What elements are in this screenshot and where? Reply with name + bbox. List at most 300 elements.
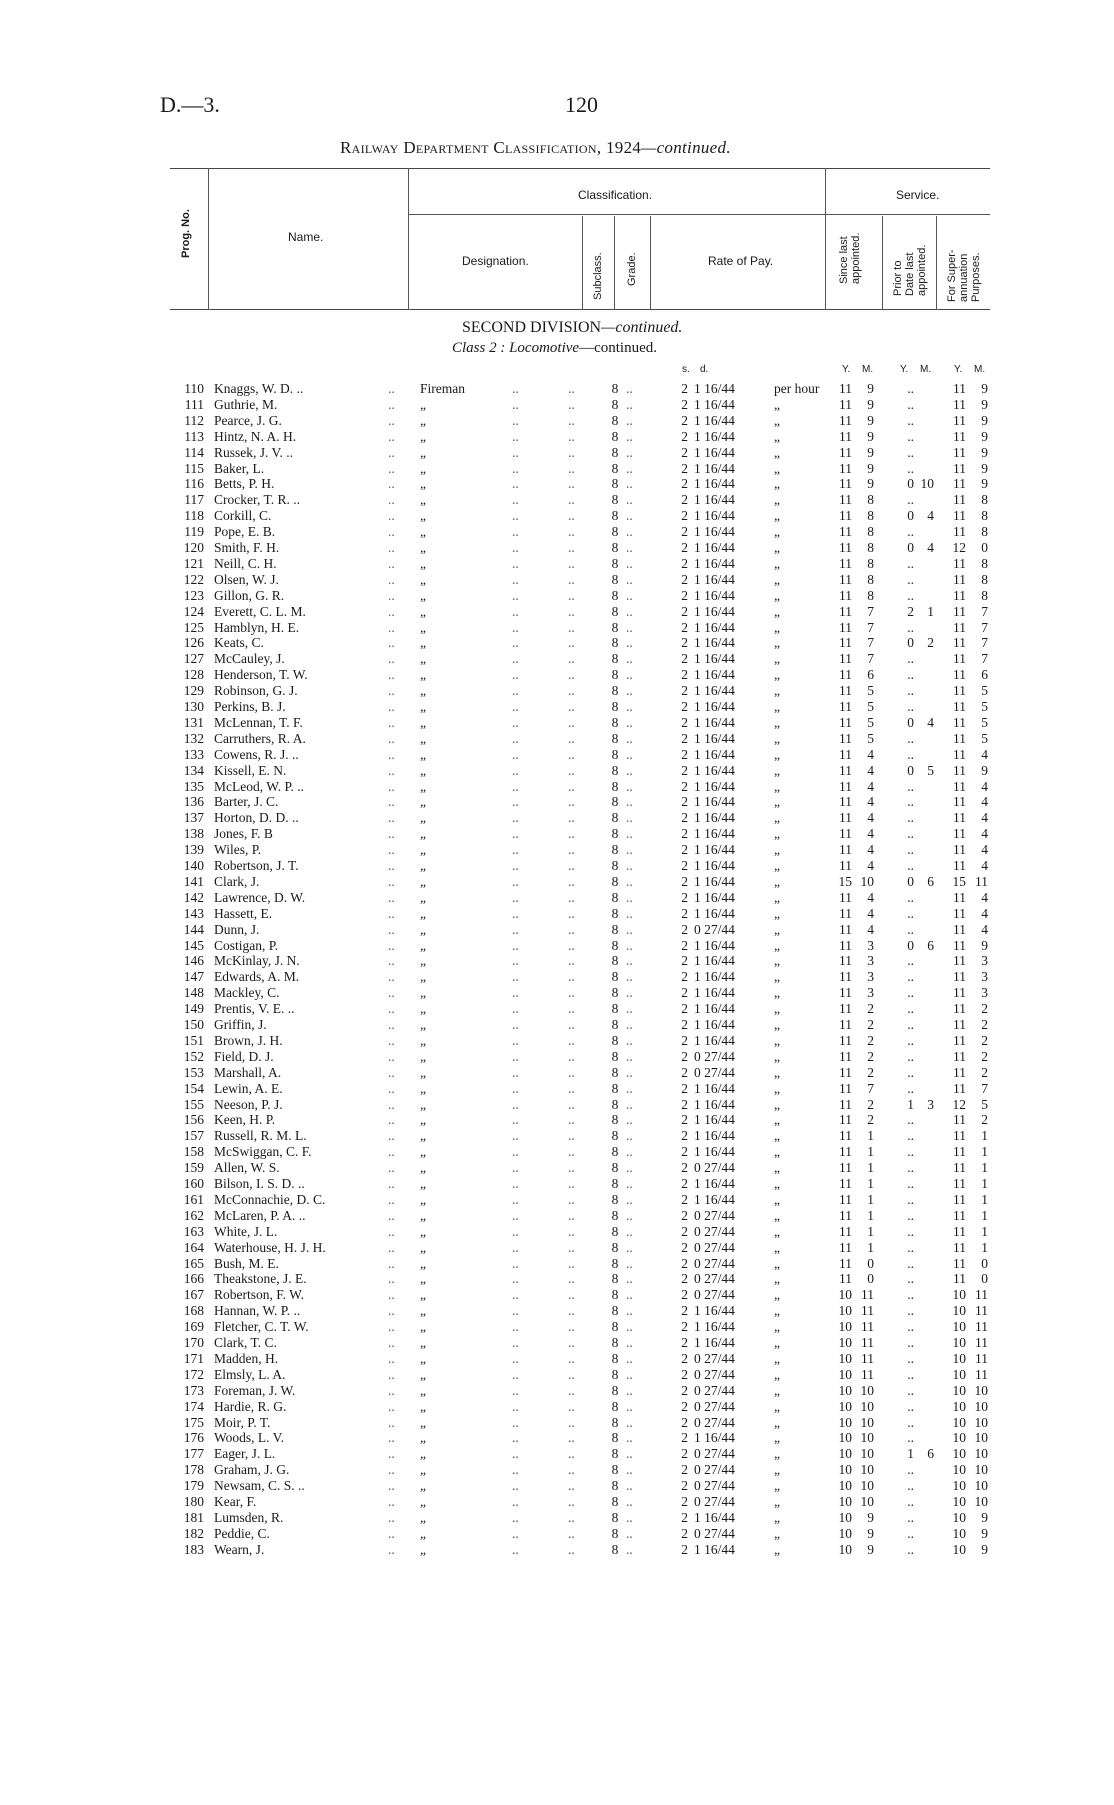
staff-name: Smith, F. H. [214, 540, 280, 555]
super-years: 11 [953, 842, 966, 858]
leader-dots: .. [626, 889, 633, 905]
designation: „ [420, 1160, 426, 1176]
leader-dots: .. [512, 1032, 519, 1048]
prior-years: .. [907, 1271, 914, 1287]
prior-years: .. [907, 842, 914, 858]
prog-number: 161 [183, 1191, 204, 1207]
subclass: 8 [611, 1335, 619, 1350]
since-years: 11 [839, 1064, 852, 1080]
leader-dots: .. [512, 444, 519, 460]
since-years: 11 [839, 842, 852, 858]
super-months: 9 [981, 381, 988, 396]
designation: „ [420, 1446, 426, 1462]
since-months: 9 [867, 476, 874, 492]
leader-dots: .. [388, 651, 395, 667]
super-months: 2 [981, 1064, 988, 1080]
designation: „ [420, 1525, 426, 1541]
super-months: 1 [981, 1239, 988, 1255]
header-classification: Classification. [578, 188, 653, 202]
designation: „ [420, 826, 426, 842]
rate-shillings: 2 [681, 794, 688, 810]
since-years: 10 [838, 1398, 852, 1414]
table-row [0, 1446, 1114, 1461]
leader-dots: .. [626, 1001, 633, 1017]
since-months: 1 [867, 1191, 874, 1207]
staff-name: Eager, J. L. [214, 1446, 276, 1462]
leader-dots: .. [626, 1350, 633, 1366]
table-row [0, 1367, 1114, 1382]
table-row [0, 1128, 1114, 1143]
prog-number: 112 [184, 412, 204, 428]
prog-number: 155 [183, 1096, 204, 1112]
prior-years: 0 [907, 714, 914, 730]
prior-years: .. [907, 1366, 914, 1382]
since-years: 11 [839, 1176, 852, 1191]
leader-dots: .. [568, 1478, 575, 1494]
prior-years: 2 [907, 603, 914, 619]
since-years: 10 [838, 1319, 852, 1335]
leader-dots: .. [568, 1128, 575, 1144]
designation: „ [420, 428, 426, 444]
leader-dots: .. [512, 1303, 519, 1319]
prior-years: 0 [907, 508, 914, 524]
rate-pence: 1 16/44 [694, 762, 735, 778]
prog-number: 178 [183, 1462, 204, 1478]
since-months: 2 [867, 1096, 874, 1112]
rate-period: „ [774, 730, 780, 746]
table-row [0, 1033, 1114, 1048]
super-years: 11 [953, 714, 966, 730]
since-months: 2 [867, 1064, 874, 1080]
leader-dots: .. [388, 953, 395, 969]
since-years: 11 [839, 1080, 852, 1096]
leader-dots: .. [626, 1478, 633, 1494]
since-months: 9 [867, 1525, 874, 1541]
table-row [0, 969, 1114, 984]
rate-pence: 1 16/44 [694, 1176, 735, 1191]
designation: „ [420, 1080, 426, 1096]
leader-dots: .. [388, 730, 395, 746]
since-months: 1 [867, 1207, 874, 1223]
since-years: 11 [839, 444, 852, 460]
staff-name: Hardie, R. G. [214, 1398, 287, 1414]
prior-years: .. [907, 1017, 914, 1032]
rate-shillings: 2 [681, 1478, 688, 1494]
leader-dots: .. [388, 1032, 395, 1048]
since-years: 10 [838, 1509, 852, 1525]
table-row [0, 1287, 1114, 1302]
super-years: 10 [952, 1350, 966, 1366]
since-years: 11 [839, 1271, 852, 1287]
super-years: 11 [953, 492, 966, 508]
prior-years: .. [907, 1239, 914, 1255]
rate-pence: 1 16/44 [694, 1096, 735, 1112]
leader-dots: .. [512, 412, 519, 428]
since-years: 11 [839, 1048, 852, 1064]
prog-number: 167 [183, 1287, 204, 1303]
super-months: 1 [981, 1223, 988, 1239]
super-months: 9 [981, 1525, 988, 1541]
staff-name: Woods, L. V. [214, 1430, 285, 1446]
designation: „ [420, 1223, 426, 1239]
prog-number: 181 [183, 1509, 204, 1525]
prog-number: 138 [183, 826, 204, 842]
prog-number: 140 [183, 858, 204, 873]
table-row [0, 572, 1114, 587]
rate-shillings: 2 [681, 1048, 688, 1064]
since-years: 11 [839, 810, 852, 826]
leader-dots: .. [388, 778, 395, 794]
since-months: 8 [867, 508, 874, 524]
header-bottom-rule [170, 309, 990, 310]
staff-name: Horton, D. D. .. [214, 810, 299, 826]
prior-years: .. [907, 555, 914, 571]
prior-years: .. [907, 1112, 914, 1128]
super-years: 11 [953, 1160, 966, 1176]
rate-period: „ [774, 1271, 780, 1287]
subclass: 8 [611, 619, 619, 635]
staff-name: Pope, E. B. [214, 524, 276, 540]
subclass: 8 [611, 555, 619, 571]
prog-number: 120 [183, 540, 204, 555]
prog-number: 180 [183, 1494, 204, 1509]
rate-pence: 0 27/44 [694, 1525, 735, 1541]
prog-number: 144 [183, 921, 204, 937]
since-months: 9 [867, 428, 874, 444]
leader-dots: .. [388, 1366, 395, 1382]
rate-shillings: 2 [681, 905, 688, 921]
since-years: 10 [838, 1382, 852, 1398]
prior-years: .. [907, 1032, 914, 1048]
table-row [0, 1208, 1114, 1223]
table-row [0, 1160, 1114, 1175]
division-title [462, 319, 682, 337]
subclass: 8 [611, 1541, 619, 1557]
designation: „ [420, 1382, 426, 1398]
super-years: 10 [952, 1525, 966, 1541]
leader-dots: .. [626, 381, 633, 396]
rate-shillings: 2 [681, 1525, 688, 1541]
super-months: 9 [981, 1541, 988, 1557]
rate-shillings: 2 [681, 396, 688, 412]
prior-years: .. [907, 1001, 914, 1017]
since-years: 11 [839, 555, 852, 571]
leader-dots: .. [512, 905, 519, 921]
leader-dots: .. [512, 889, 519, 905]
designation: „ [420, 889, 426, 905]
leader-dots: .. [512, 730, 519, 746]
table-row [0, 1112, 1114, 1127]
staff-name: Guthrie, M. [214, 396, 278, 412]
staff-name: McSwiggan, C. F. [214, 1144, 312, 1160]
leader-dots: .. [626, 476, 633, 492]
since-months: 1 [867, 1223, 874, 1239]
super-months: 11 [975, 873, 988, 889]
since-years: 11 [839, 476, 852, 492]
leader-dots: .. [512, 794, 519, 810]
designation: „ [420, 810, 426, 826]
leader-dots: .. [568, 1017, 575, 1032]
rate-shillings: 2 [681, 1494, 688, 1509]
prior-years: .. [907, 1462, 914, 1478]
subclass: 8 [611, 1478, 619, 1494]
leader-dots: .. [568, 667, 575, 683]
leader-dots: .. [568, 1064, 575, 1080]
since-years: 11 [839, 651, 852, 667]
rate-period: „ [774, 810, 780, 826]
prior-years: 0 [907, 635, 914, 651]
leader-dots: .. [388, 1462, 395, 1478]
since-years: 11 [839, 1112, 852, 1128]
leader-dots: .. [512, 428, 519, 444]
designation: Fireman [420, 381, 465, 396]
leader-dots: .. [568, 571, 575, 587]
leader-dots: .. [388, 571, 395, 587]
designation: „ [420, 683, 426, 699]
staff-name: Betts, P. H. [214, 476, 275, 492]
prog-number: 136 [183, 794, 204, 810]
subclass: 8 [611, 762, 619, 778]
rate-period: „ [774, 1335, 780, 1350]
leader-dots: .. [626, 412, 633, 428]
super-years: 11 [953, 1255, 966, 1271]
leader-dots: .. [512, 667, 519, 683]
header-rate-of-pay: Rate of Pay. [708, 254, 774, 268]
table-row [0, 779, 1114, 794]
since-years: 11 [839, 714, 852, 730]
since-months: 5 [867, 699, 874, 714]
designation: „ [420, 937, 426, 953]
since-years: 11 [839, 826, 852, 842]
prior-years: .. [907, 412, 914, 428]
super-months: 1 [981, 1176, 988, 1191]
super-years: 11 [953, 953, 966, 969]
leader-dots: .. [388, 810, 395, 826]
super-months: 4 [981, 889, 988, 905]
super-years: 10 [952, 1462, 966, 1478]
leader-dots: .. [568, 444, 575, 460]
designation: „ [420, 699, 426, 714]
subclass: 8 [611, 889, 619, 905]
leader-dots: .. [512, 571, 519, 587]
super-years: 11 [953, 969, 966, 985]
prior-years: .. [907, 921, 914, 937]
table-row [0, 953, 1114, 968]
rate-period: „ [774, 1382, 780, 1398]
prior-years: .. [907, 794, 914, 810]
subclass: 8 [611, 1319, 619, 1335]
leader-dots: .. [388, 1509, 395, 1525]
designation: „ [420, 1287, 426, 1303]
prog-number: 119 [184, 524, 204, 540]
table-row [0, 508, 1114, 523]
prior-years: .. [907, 381, 914, 396]
leader-dots: .. [388, 555, 395, 571]
prog-number: 111 [184, 396, 204, 412]
leader-dots: .. [512, 1366, 519, 1382]
rate-pence: 1 16/44 [694, 1032, 735, 1048]
rate-period: „ [774, 667, 780, 683]
rate-period: „ [774, 1191, 780, 1207]
rate-period: „ [774, 1446, 780, 1462]
staff-name: Hannan, W. P. .. [214, 1303, 301, 1319]
table-row [0, 556, 1114, 571]
leader-dots: .. [388, 1112, 395, 1128]
leader-dots: .. [568, 1541, 575, 1557]
super-months: 10 [974, 1414, 988, 1430]
unit-months: M. [974, 364, 986, 375]
leader-dots: .. [512, 396, 519, 412]
prior-years: .. [907, 1176, 914, 1191]
rate-period: „ [774, 969, 780, 985]
leader-dots: .. [568, 619, 575, 635]
super-months: 11 [975, 1366, 988, 1382]
rate-period: „ [774, 1017, 780, 1032]
leader-dots: .. [512, 1176, 519, 1191]
designation: „ [420, 1064, 426, 1080]
designation: „ [420, 555, 426, 571]
subclass: 8 [611, 953, 619, 969]
leader-dots: .. [626, 1366, 633, 1382]
leader-dots: .. [388, 1541, 395, 1557]
staff-name: Kissell, E. N. [214, 762, 287, 778]
prior-years: .. [907, 1541, 914, 1557]
prog-number: 139 [183, 842, 204, 858]
leader-dots: .. [568, 1350, 575, 1366]
staff-name: Russell, R. M. L. [214, 1128, 307, 1144]
prog-number: 145 [183, 937, 204, 953]
prog-number: 125 [183, 619, 204, 635]
designation: „ [420, 842, 426, 858]
leader-dots: .. [512, 1509, 519, 1525]
rate-period: „ [774, 889, 780, 905]
leader-dots: .. [388, 1128, 395, 1144]
subclass: 8 [611, 1239, 619, 1255]
subclass: 8 [611, 1509, 619, 1525]
header-top-rule [170, 168, 990, 169]
subclass: 8 [611, 1414, 619, 1430]
super-months: 2 [981, 1017, 988, 1032]
leader-dots: .. [626, 587, 633, 603]
since-months: 10 [860, 1446, 874, 1462]
since-years: 11 [839, 794, 852, 810]
leader-dots: .. [388, 746, 395, 762]
since-months: 8 [867, 555, 874, 571]
rate-pence: 0 27/44 [694, 1494, 735, 1509]
super-years: 10 [952, 1319, 966, 1335]
prog-number: 175 [183, 1414, 204, 1430]
rate-pence: 0 27/44 [694, 1446, 735, 1462]
designation: „ [420, 1191, 426, 1207]
leader-dots: .. [626, 699, 633, 714]
table-row [0, 938, 1114, 953]
leader-dots: .. [388, 492, 395, 508]
rate-shillings: 2 [681, 969, 688, 985]
table-row [0, 461, 1114, 476]
leader-dots: .. [568, 587, 575, 603]
super-years: 10 [952, 1398, 966, 1414]
rate-pence: 1 16/44 [694, 381, 735, 396]
rate-pence: 0 27/44 [694, 1366, 735, 1382]
table-row [0, 1399, 1114, 1414]
since-months: 9 [867, 396, 874, 412]
super-years: 11 [953, 1112, 966, 1128]
super-months: 9 [981, 1509, 988, 1525]
prog-number: 118 [184, 508, 204, 524]
prior-years: .. [907, 858, 914, 873]
super-years: 11 [953, 1271, 966, 1287]
since-years: 11 [839, 1207, 852, 1223]
leader-dots: .. [626, 1414, 633, 1430]
since-months: 3 [867, 985, 874, 1001]
rate-shillings: 2 [681, 683, 688, 699]
leader-dots: .. [388, 1096, 395, 1112]
prior-months: 6 [927, 937, 934, 953]
rate-shillings: 2 [681, 842, 688, 858]
designation: „ [420, 460, 426, 476]
prior-years: 0 [907, 937, 914, 953]
prog-number: 176 [183, 1430, 204, 1446]
super-years: 11 [953, 794, 966, 810]
leader-dots: .. [626, 460, 633, 476]
rate-pence: 0 27/44 [694, 1048, 735, 1064]
super-years: 11 [953, 699, 966, 714]
leader-dots: .. [512, 555, 519, 571]
since-years: 11 [839, 1096, 852, 1112]
leader-dots: .. [512, 1017, 519, 1032]
staff-name: Moir, P. T. [214, 1414, 271, 1430]
rate-period: „ [774, 778, 780, 794]
prior-years: 0 [907, 762, 914, 778]
since-months: 4 [867, 746, 874, 762]
rate-shillings: 2 [681, 492, 688, 508]
designation: „ [420, 1239, 426, 1255]
super-months: 8 [981, 508, 988, 524]
leader-dots: .. [512, 969, 519, 985]
designation: „ [420, 396, 426, 412]
leader-dots: .. [512, 476, 519, 492]
leader-dots: .. [388, 1525, 395, 1541]
since-months: 9 [867, 381, 874, 396]
subclass: 8 [611, 810, 619, 826]
leader-dots: .. [568, 1176, 575, 1191]
rate-pence: 1 16/44 [694, 555, 735, 571]
prog-number: 124 [183, 603, 204, 619]
subclass: 8 [611, 746, 619, 762]
prior-years: .. [907, 1287, 914, 1303]
designation: „ [420, 1462, 426, 1478]
header-prog-no: Prog. No. [180, 209, 192, 258]
designation: „ [420, 1032, 426, 1048]
prog-number: 182 [183, 1525, 204, 1541]
leader-dots: .. [388, 1430, 395, 1446]
leader-dots: .. [512, 508, 519, 524]
rate-shillings: 2 [681, 587, 688, 603]
document-reference: D.—3. [160, 92, 220, 117]
leader-dots: .. [568, 1223, 575, 1239]
staff-name: Wiles, P. [214, 842, 262, 858]
leader-dots: .. [388, 1191, 395, 1207]
table-row [0, 1526, 1114, 1541]
rate-pence: 1 16/44 [694, 571, 735, 587]
super-months: 9 [981, 476, 988, 492]
super-years: 10 [952, 1494, 966, 1509]
leader-dots: .. [388, 1350, 395, 1366]
super-years: 11 [953, 683, 966, 699]
table-row [0, 1144, 1114, 1159]
table-row [0, 1065, 1114, 1080]
rate-period: „ [774, 1064, 780, 1080]
